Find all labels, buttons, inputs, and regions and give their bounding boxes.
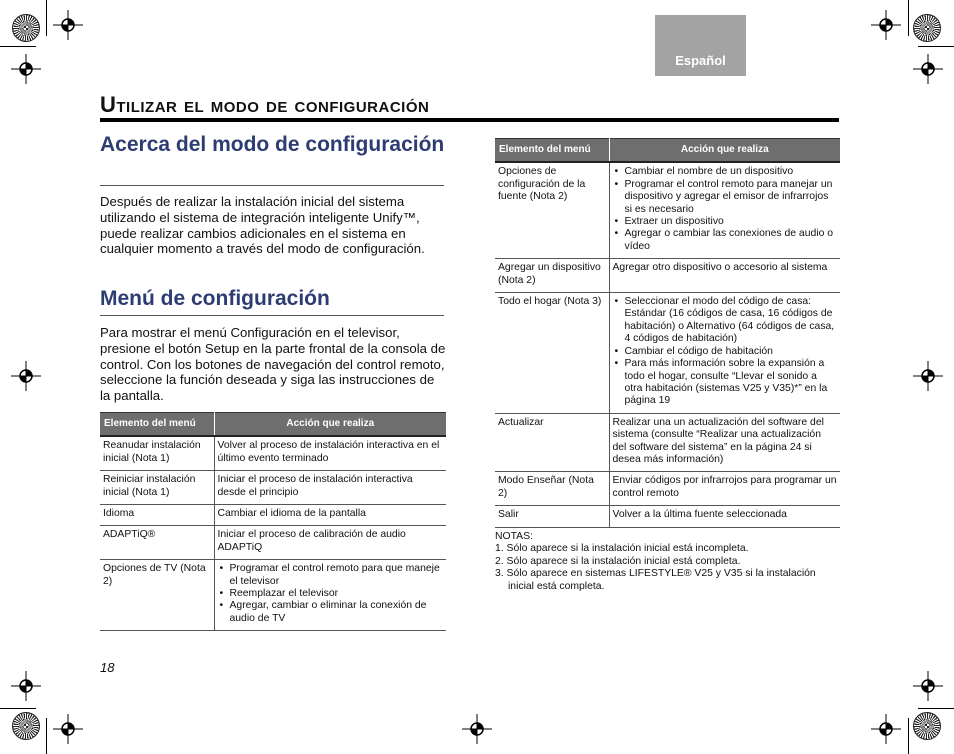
action-list-item: • Para más información sobre la expansión a todo el hogar, consulte “Llevar el sonido a otra habitación (sistemas V25 y V35)*” en la página 19 [625, 358, 838, 408]
action-cell: Cambiar el idioma de la pantalla [214, 505, 446, 526]
menu-item-cell: Idioma [100, 505, 214, 526]
column-header: Elemento del menú [495, 139, 609, 163]
registration-mark-icon [871, 714, 901, 744]
table-row [495, 293, 840, 414]
action-list-item: • Agregar, cambiar o eliminar la conexión de audio de TV [230, 600, 444, 625]
registration-mark-icon [11, 54, 41, 84]
registration-mark-icon [53, 714, 83, 744]
action-cell [214, 560, 446, 631]
section-body-menu: Para mostrar el menú Configuración en el televisor, presione el botón Setup en la parte frontal de la consola de control. Con los botones de navegación del control remoto, seleccione la función deseada y siga las instrucciones de la pantalla. [100, 325, 446, 404]
menu-item-cell: Opciones de configuración de la fuente (Nota 2) [495, 162, 609, 258]
table-row [495, 259, 840, 293]
menu-table-left [100, 412, 446, 631]
action-cell: Agregar otro dispositivo o accesorio al sistema [609, 259, 840, 293]
action-cell: Enviar códigos por infrarrojos para programar un control remoto [609, 472, 840, 506]
column-header: Acción que realiza [609, 139, 840, 163]
table-row [100, 436, 446, 470]
menu-item-cell: ADAPTiQ® [100, 526, 214, 560]
language-tab [655, 15, 746, 76]
action-list-item: • Cambiar el código de habitación [625, 346, 838, 358]
section-rule [100, 315, 444, 316]
registration-mark-icon [53, 10, 83, 40]
chapter-title: Utilizar el modo de configuración [100, 92, 430, 117]
action-cell: Volver a la última fuente seleccionada [609, 506, 840, 527]
registration-mark-icon [462, 714, 492, 744]
table-row [495, 472, 840, 506]
action-list [613, 296, 838, 408]
action-list-item: • Extraer un dispositivo [625, 216, 838, 228]
note-item: 2. Sólo aparece si la instalación inicial está completa. [495, 555, 741, 567]
registration-mark-icon [913, 54, 943, 84]
menu-item-cell: Agregar un dispositivo (Nota 2) [495, 259, 609, 293]
table-row [100, 526, 446, 560]
section-rule [100, 185, 444, 186]
color-rosette-icon [913, 712, 941, 740]
action-cell [609, 162, 840, 258]
chapter-rule [100, 118, 839, 122]
menu-item-cell: Reanudar instalación inicial (Nota 1) [100, 436, 214, 470]
color-rosette-icon [12, 712, 40, 740]
registration-mark-icon [11, 671, 41, 701]
table-row [495, 506, 840, 527]
menu-table-right [495, 138, 840, 528]
page-number: 18 [100, 660, 115, 675]
color-rosette-icon [913, 14, 941, 42]
action-cell [609, 293, 840, 414]
action-cell: Iniciar el proceso de calibración de audio ADAPTiQ [214, 526, 446, 560]
action-list-item: • Programar el control remoto para que maneje el televisor [230, 563, 444, 588]
registration-mark-icon [11, 361, 41, 391]
column-header: Acción que realiza [214, 413, 446, 437]
table-row [495, 162, 840, 258]
menu-item-cell: Salir [495, 506, 609, 527]
action-list [613, 166, 838, 253]
action-cell: Volver al proceso de instalación interactiva en el último evento terminado [214, 436, 446, 470]
menu-item-cell: Todo el hogar (Nota 3) [495, 293, 609, 414]
menu-item-cell: Actualizar [495, 413, 609, 472]
note-item: 3. Sólo aparece en sistemas LIFESTYLE® V25 y V35 si la instalación inicial está completa. [495, 568, 816, 592]
section-title-menu: Menú de configuración [100, 287, 330, 310]
action-list-item: • Programar el control remoto para manejar un dispositivo y agregar el emisor de infrarrojos si es necesario [625, 179, 838, 216]
table-row [100, 560, 446, 631]
registration-mark-icon [913, 361, 943, 391]
language-tab-label: Español [675, 53, 726, 68]
table-row [495, 413, 840, 472]
action-list-item: • Reemplazar el televisor [230, 588, 444, 600]
table-row [100, 471, 446, 505]
section-body-about: Después de realizar la instalación inicial del sistema utilizando el sistema de integración inteligente Unify™, puede realizar cambios adicionales en el sistema en cualquier momento a través del modo de configuración. [100, 194, 425, 257]
color-rosette-icon [12, 14, 40, 42]
action-list-item: • Cambiar el nombre de un dispositivo [625, 166, 838, 178]
action-cell: Realizar una un actualización del software del sistema (consulte “Realizar una actualización del software del sistema” en la página 24 si desea más información) [609, 413, 840, 472]
menu-item-cell: Modo Enseñar (Nota 2) [495, 472, 609, 506]
notes [495, 531, 840, 593]
section-title-about: Acerca del modo de configuración [100, 133, 445, 156]
notes-heading: NOTAS: [495, 531, 533, 542]
table-row [100, 505, 446, 526]
action-list-item: • Seleccionar el modo del código de casa: Estándar (16 códigos de casa, 16 códigos de habitación) o Alternativo (64 códigos de casa, 4 códigos de habitación) [625, 296, 838, 346]
menu-item-cell: Opciones de TV (Nota 2) [100, 560, 214, 631]
action-cell: Iniciar el proceso de instalación interactiva desde el principio [214, 471, 446, 505]
column-header: Elemento del menú [100, 413, 214, 437]
note-item: 1. Sólo aparece si la instalación inicial está incompleta. [495, 543, 749, 555]
action-list [218, 563, 444, 625]
registration-mark-icon [913, 671, 943, 701]
action-list-item: • Agregar o cambiar las conexiones de audio o vídeo [625, 228, 838, 253]
menu-item-cell: Reiniciar instalación inicial (Nota 1) [100, 471, 214, 505]
registration-mark-icon [871, 10, 901, 40]
